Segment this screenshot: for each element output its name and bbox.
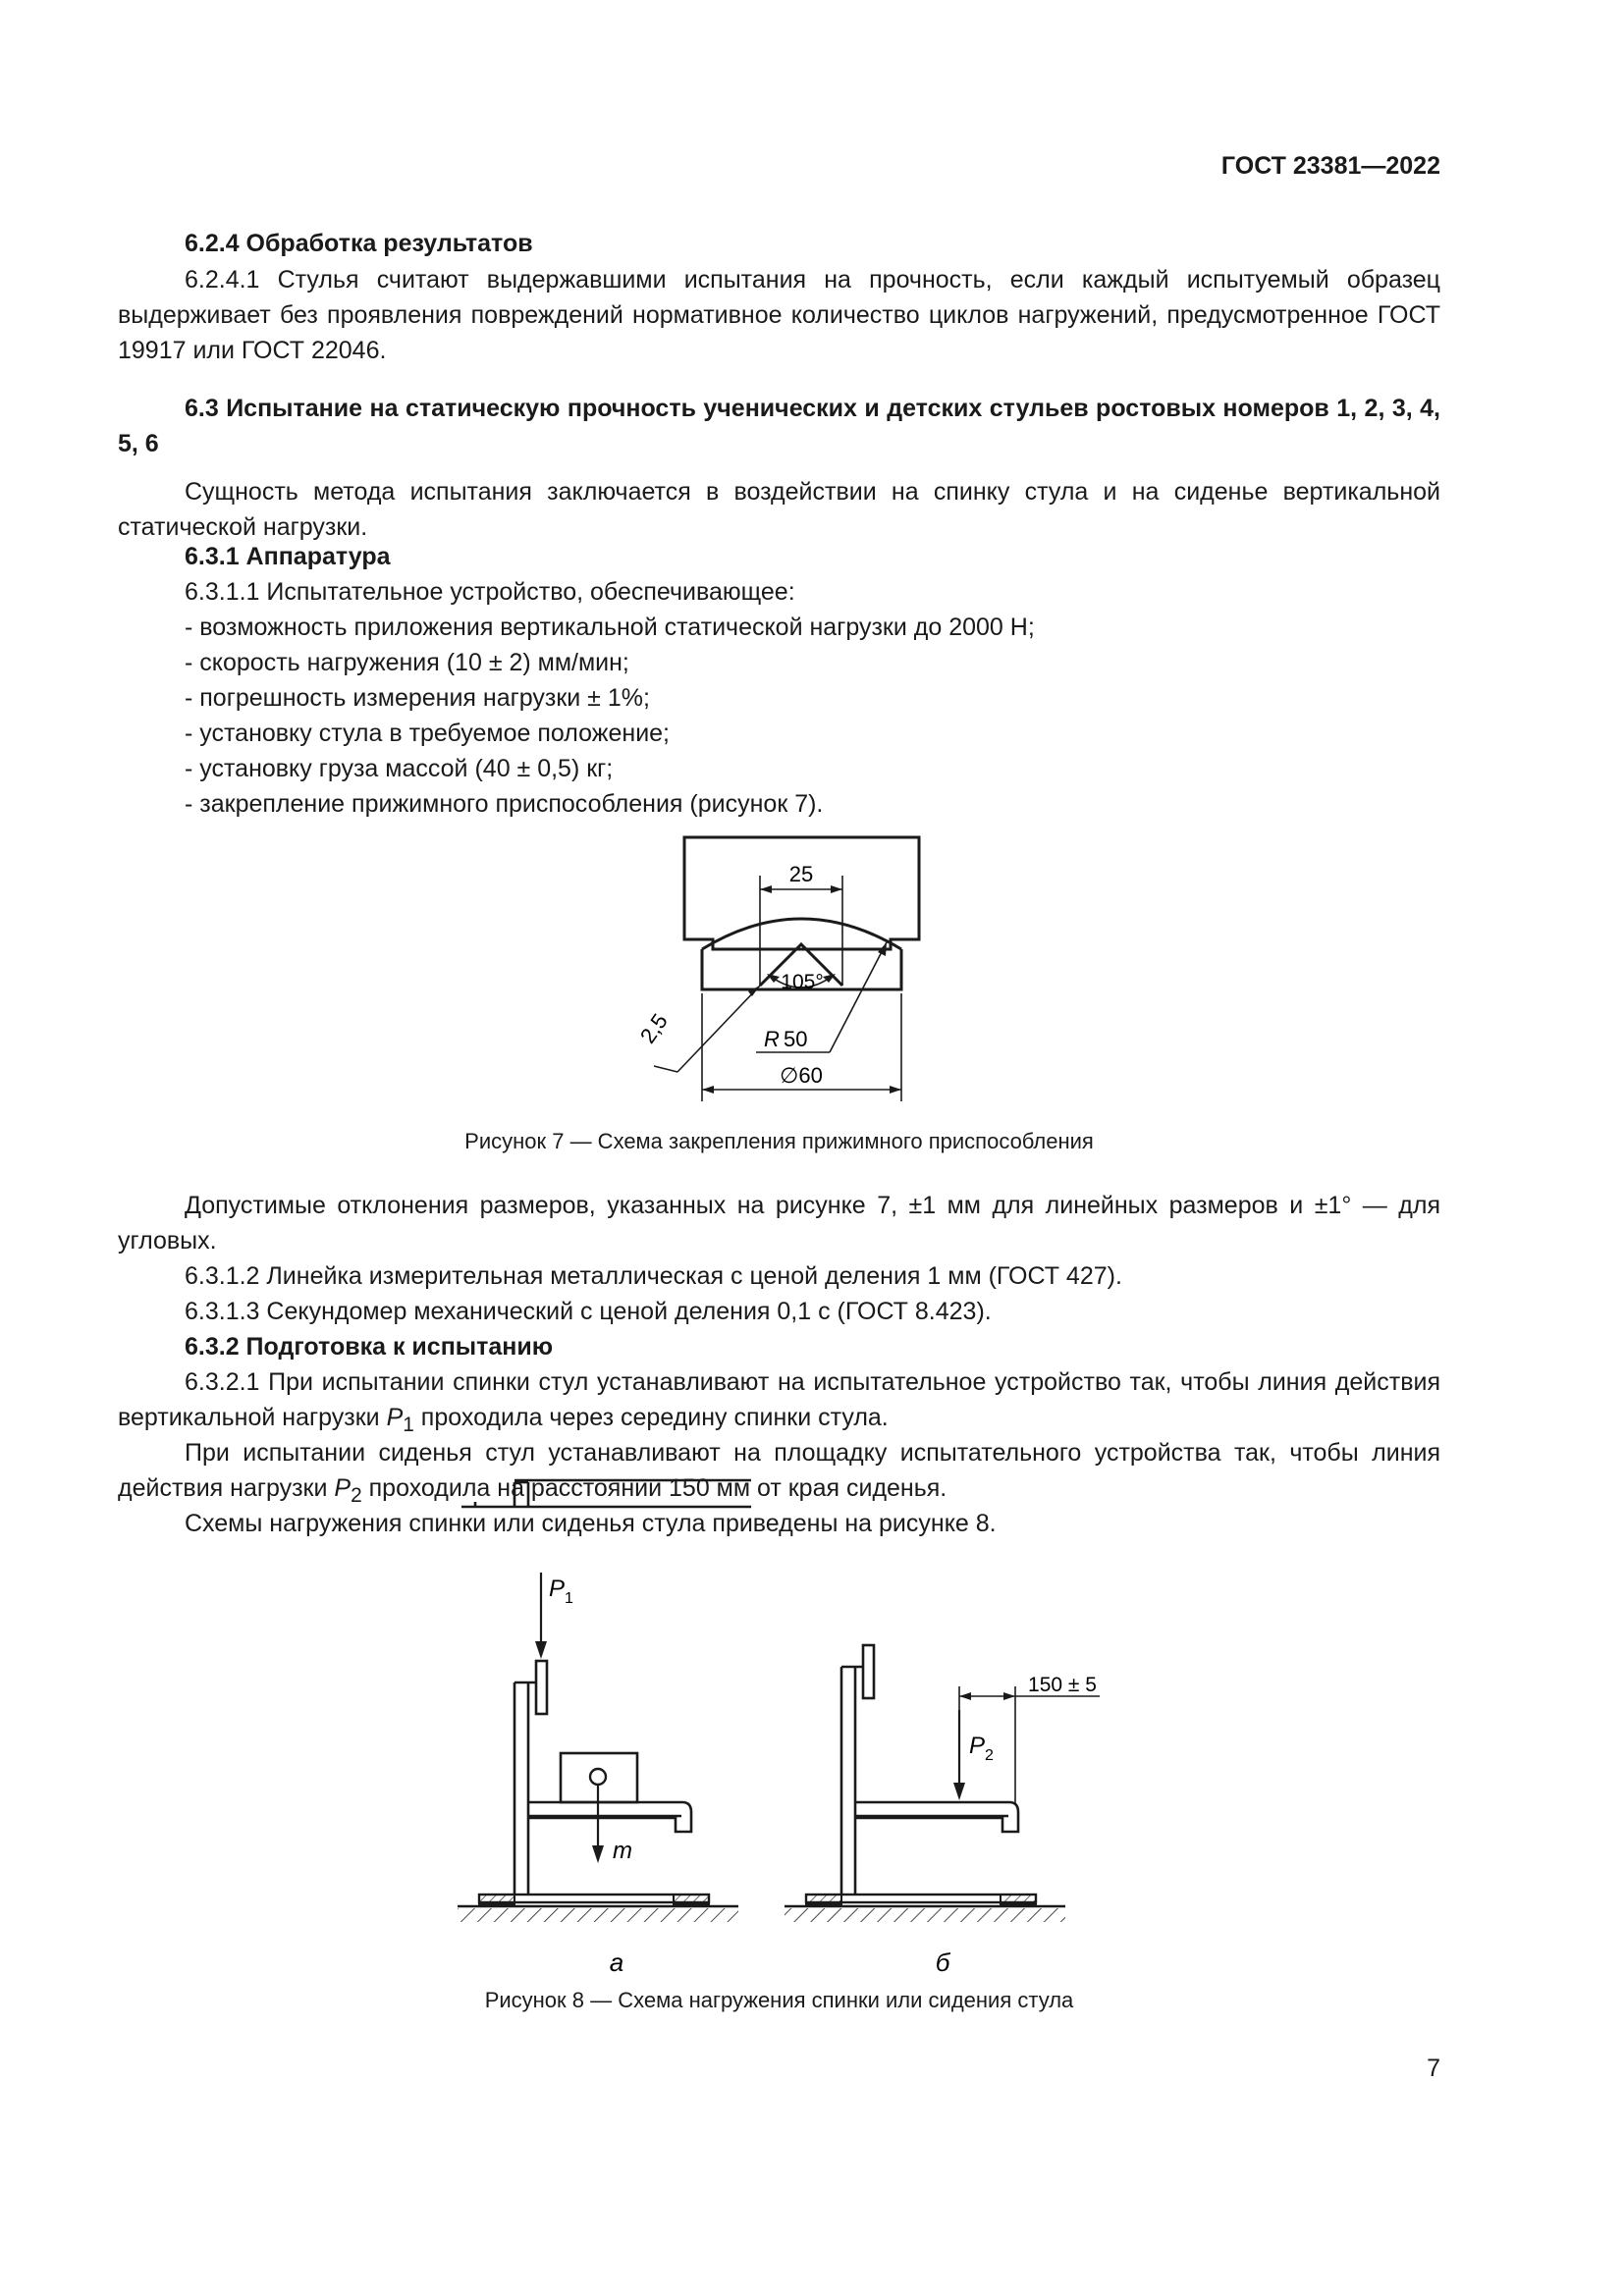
list-item: - погрешность измерения нагрузки ± 1%; bbox=[185, 684, 650, 712]
list-item: - возможность приложения вертикальной статической нагрузки до 2000 Н; bbox=[185, 614, 1035, 641]
paragraph-6-3-1-3: 6.3.1.3 Секундомер механический с ценой деления 0,1 с (ГОСТ 8.423). bbox=[185, 1298, 992, 1325]
document-id: ГОСТ 23381—2022 bbox=[1220, 152, 1440, 180]
figure-8-label-b: б bbox=[935, 1948, 950, 1977]
list-item: - установку груза массой (40 ± 0,5) кг; bbox=[185, 755, 614, 782]
mass-m-label: m bbox=[613, 1838, 632, 1864]
figure-8-loading-diagram bbox=[432, 1561, 1100, 1977]
page-number: 7 bbox=[1427, 2055, 1440, 2082]
chair-a-back-load bbox=[458, 1480, 751, 1922]
paragraph-6-3-2-1: 6.3.2.1 При испытании спинки стул устанавливают на испытательное устройство так, чтобы линия действия вертикальной нагрузки $P_1$ проходила через середину спинки стула. bbox=[118, 1368, 1440, 1436]
paragraph-6-2-4-1: 6.2.4.1 Стулья считают выдержавшими испытания на прочность, если каждый испытуемый образец выдерживает без проявления повреждений нормативное количество циклов нагружений, предусмотренное ГОСТ 19917 или ГОСТ 22046. bbox=[118, 266, 1440, 364]
apparatus-requirements-list bbox=[185, 610, 1035, 822]
force-p1-label: P bbox=[549, 1575, 566, 1602]
section-heading-6-3-2: 6.3.2 Подготовка к испытанию bbox=[185, 1333, 554, 1361]
force-p2-subscript: 2 bbox=[985, 1747, 994, 1764]
figure-8-caption: Рисунок 8 — Схема нагружения спинки или сидения стула bbox=[484, 1988, 1074, 2012]
dim-angle-label: 105° bbox=[781, 971, 824, 993]
paragraph-6-3-1-2: 6.3.1.2 Линейка измерительная металлическая с ценой деления 1 мм (ГОСТ 427). bbox=[185, 1262, 1122, 1290]
dim-chamfer-label: 2,5 bbox=[634, 1008, 673, 1048]
list-item: - закрепление прижимного приспособления (рисунок 7). bbox=[185, 790, 824, 818]
dim-150-label: 150 ± 5 bbox=[1028, 1674, 1097, 1696]
force-p1-subscript: 1 bbox=[565, 1590, 573, 1607]
dim-diameter-label: ∅60 bbox=[780, 1063, 823, 1088]
list-item: - скорость нагружения (10 ± 2) мм/мин; bbox=[185, 649, 629, 676]
figure-7-caption: Рисунок 7 — Схема закрепления прижимного приспособления bbox=[464, 1129, 1094, 1153]
tolerance-paragraph: Допустимые отклонения размеров, указанных на рисунке 7, ±1 мм для линейных размеров и ±1° — для угловых. bbox=[118, 1192, 1440, 1255]
dim-width-label: 25 bbox=[788, 862, 814, 886]
figure-7-clamp-diagram bbox=[628, 829, 952, 1109]
dim-radius-value: 50 bbox=[784, 1027, 808, 1051]
paragraph-6-3-1-1: 6.3.1.1 Испытательное устройство, обеспечивающее: bbox=[185, 578, 795, 606]
section-heading-6-3: 6.3 Испытание на статическую прочность ученических и детских стульев ростовых номеров 1, 2, 3, 4, 5, 6 bbox=[118, 395, 1440, 457]
force-p2-label: P bbox=[969, 1733, 986, 1759]
paragraph-6-3-intro: Сущность метода испытания заключается в воздействии на спинку стула и на сиденье вертикальной статической нагрузки. bbox=[118, 478, 1440, 541]
paragraph-figure-8-ref: Схемы нагружения спинки или сиденья стула приведены на рисунке 8. bbox=[185, 1510, 997, 1537]
figure-8-label-a: а bbox=[609, 1948, 624, 1977]
section-heading-6-3-1: 6.3.1 Аппаратура bbox=[185, 543, 391, 570]
section-heading-6-2-4: 6.2.4 Обработка результатов bbox=[185, 230, 533, 257]
dim-radius-letter: R bbox=[764, 1027, 780, 1051]
paragraph-seat-test: При испытании сиденья стул устанавливают на площадку испытательного устройства так, чтобы линия действия нагрузки $P_2$ проходила на расстоянии 150 мм от края сиденья. bbox=[118, 1439, 1440, 1507]
list-item: - установку стула в требуемое положение; bbox=[185, 720, 671, 747]
